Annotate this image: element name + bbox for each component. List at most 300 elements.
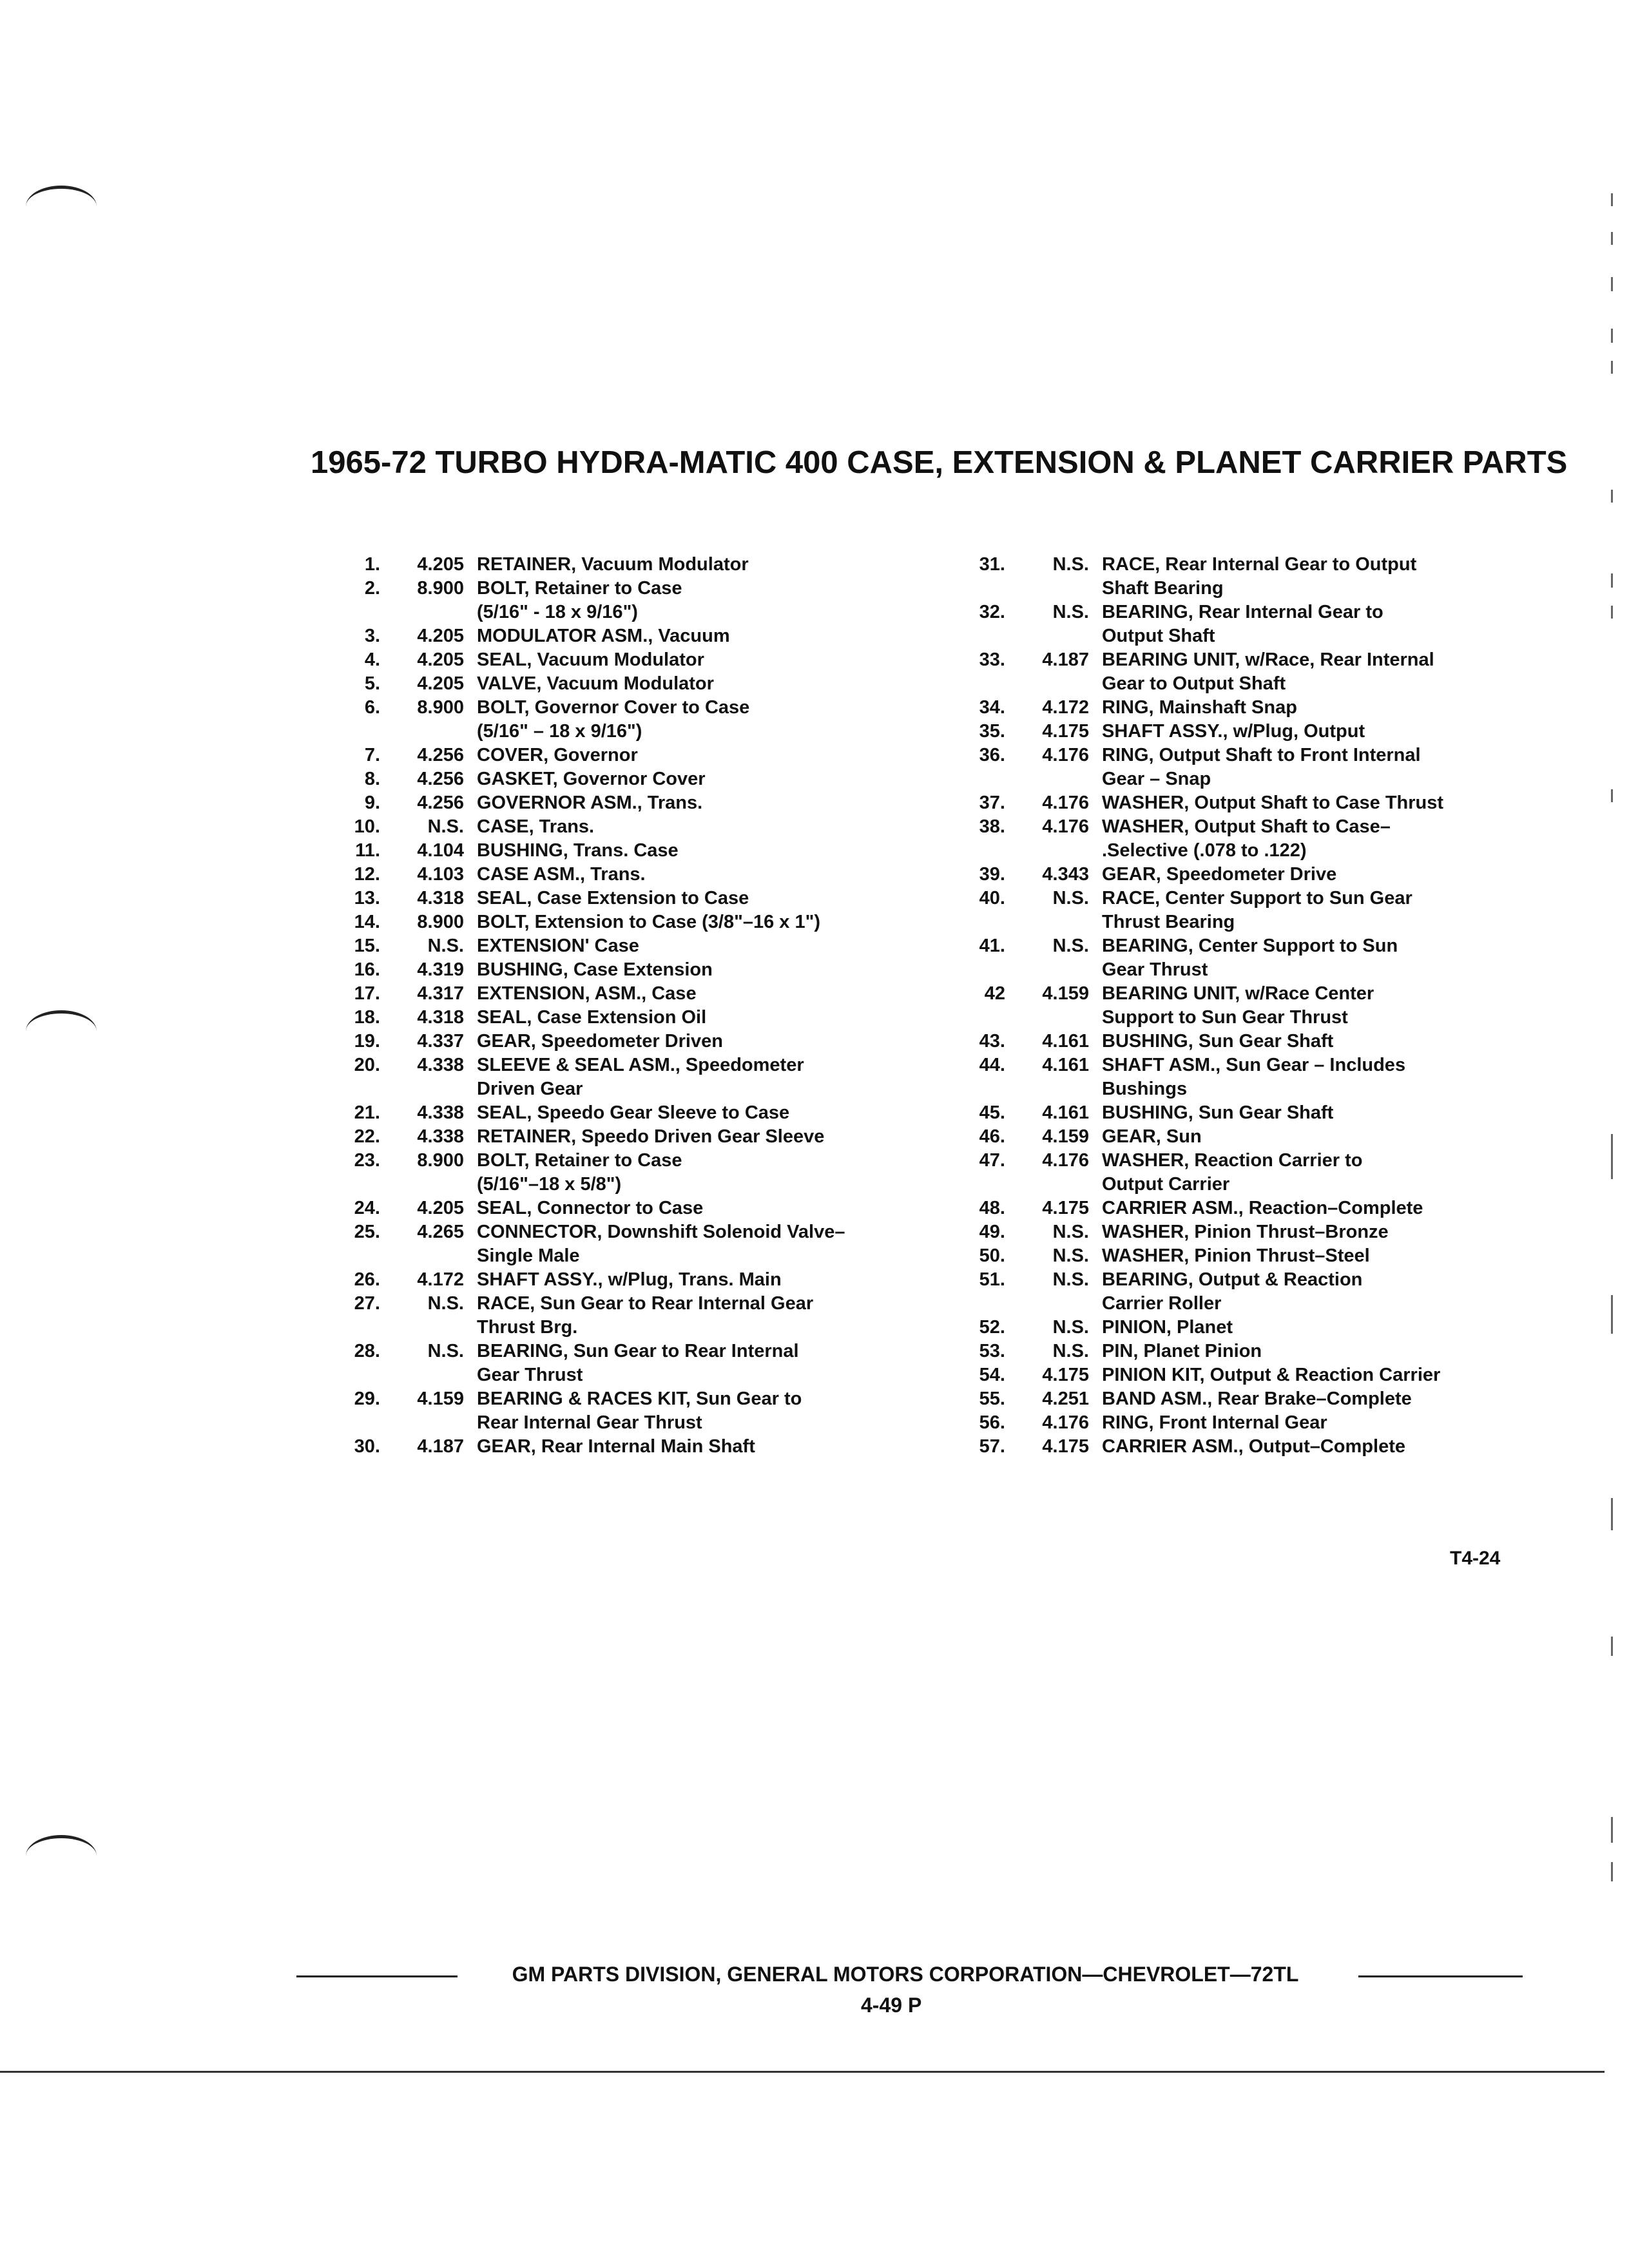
group-reference: 4.338 <box>417 1055 464 1075</box>
scan-tick <box>1611 1862 1613 1881</box>
part-number: 43. <box>979 1031 1005 1052</box>
part-row <box>928 1363 1572 1387</box>
part-row <box>303 744 947 767</box>
indent <box>928 767 1102 791</box>
part-row <box>303 887 947 910</box>
part-description: PINION, Planet <box>1102 1317 1233 1338</box>
part-number: 16. <box>354 959 380 980</box>
part-description: MODULATOR ASM., Vacuum <box>477 626 730 646</box>
part-row <box>928 863 1572 887</box>
part-description-line: Carrier Roller <box>1102 1293 1222 1314</box>
part-number: 51. <box>979 1269 1005 1290</box>
part-description-continued <box>303 1077 947 1101</box>
part-number: 54. <box>979 1365 1005 1385</box>
part-description: BOLT, Retainer to Case <box>477 1150 682 1171</box>
part-row <box>928 791 1572 815</box>
part-row <box>303 1030 947 1053</box>
part-row <box>303 1053 947 1077</box>
group-reference: N.S. <box>1052 602 1089 622</box>
group-reference: 4.265 <box>417 1222 464 1242</box>
part-description-continued <box>928 958 1572 982</box>
part-description: BOLT, Retainer to Case <box>477 578 682 599</box>
indent <box>928 624 1102 648</box>
part-number: 33. <box>979 649 1005 670</box>
part-row <box>303 839 947 863</box>
part-number: 36. <box>979 745 1005 765</box>
scan-tick <box>1611 1637 1613 1656</box>
part-row <box>303 577 947 601</box>
part-description: SEAL, Speedo Gear Sleeve to Case <box>477 1102 790 1123</box>
part-description-line: .Selective (.078 to .122) <box>1102 840 1307 861</box>
part-description: RACE, Center Support to Sun Gear <box>1102 888 1412 908</box>
part-number: 34. <box>979 697 1005 718</box>
page-number: 4-49 P <box>861 1994 922 2017</box>
section-code: T4-24 <box>1450 1548 1501 1569</box>
part-row <box>928 1149 1572 1173</box>
part-row <box>303 1006 947 1030</box>
part-description: SHAFT ASSY., w/Plug, Trans. Main <box>477 1269 782 1290</box>
part-description: BEARING UNIT, w/Race Center <box>1102 983 1374 1004</box>
group-reference: N.S. <box>427 1293 464 1314</box>
binder-hole-mark <box>26 1010 97 1052</box>
part-row <box>303 982 947 1006</box>
part-description: WASHER, Output Shaft to Case– <box>1102 816 1391 837</box>
part-row <box>303 648 947 672</box>
part-description: BEARING, Rear Internal Gear to <box>1102 602 1383 622</box>
group-reference: 4.161 <box>1042 1031 1089 1052</box>
part-description-continued <box>928 672 1572 696</box>
indent <box>928 1292 1102 1316</box>
group-reference: 4.159 <box>417 1389 464 1409</box>
part-description-continued <box>303 1244 947 1268</box>
part-description-line: Output Carrier <box>1102 1174 1230 1195</box>
group-reference: 4.175 <box>1042 1198 1089 1218</box>
part-description: SEAL, Vacuum Modulator <box>477 649 704 670</box>
part-number: 11. <box>355 840 380 861</box>
part-description: BEARING, Output & Reaction <box>1102 1269 1363 1290</box>
group-reference: 4.175 <box>1042 1436 1089 1457</box>
group-reference: 4.159 <box>1042 1126 1089 1147</box>
group-reference: 8.900 <box>417 912 464 932</box>
part-description: RETAINER, Speedo Driven Gear Sleeve <box>477 1126 825 1147</box>
scan-tick <box>1611 490 1613 503</box>
scan-tick <box>1611 1295 1613 1334</box>
part-row <box>303 1101 947 1125</box>
part-row <box>303 815 947 839</box>
part-description: RING, Front Internal Gear <box>1102 1412 1327 1433</box>
part-description: RING, Output Shaft to Front Internal <box>1102 745 1421 765</box>
part-number: 19. <box>354 1031 380 1052</box>
part-row <box>928 1196 1572 1220</box>
part-number: 44. <box>979 1055 1005 1075</box>
part-number: 39. <box>979 864 1005 885</box>
part-row <box>928 601 1572 624</box>
part-number: 55. <box>979 1389 1005 1409</box>
part-description: GASKET, Governor Cover <box>477 769 706 789</box>
part-row <box>303 910 947 934</box>
part-description: WASHER, Pinion Thrust–Steel <box>1102 1245 1370 1266</box>
part-row <box>928 648 1572 672</box>
part-number: 5. <box>364 673 380 694</box>
part-row <box>303 553 947 577</box>
group-reference: N.S. <box>1052 1222 1089 1242</box>
part-number: 49. <box>979 1222 1005 1242</box>
part-description-continued <box>928 1006 1572 1030</box>
part-description: CARRIER ASM., Reaction–Complete <box>1102 1198 1423 1218</box>
part-row <box>303 672 947 696</box>
part-row <box>303 1340 947 1363</box>
indent <box>928 577 1102 601</box>
group-reference: 4.187 <box>417 1436 464 1457</box>
group-reference: 4.318 <box>417 888 464 908</box>
part-description: PINION KIT, Output & Reaction Carrier <box>1102 1365 1441 1385</box>
part-row <box>928 982 1572 1006</box>
group-reference: 4.256 <box>417 793 464 813</box>
group-reference: N.S. <box>1052 1317 1089 1338</box>
part-number: 26. <box>354 1269 380 1290</box>
part-row <box>928 1053 1572 1077</box>
group-reference: 4.256 <box>417 745 464 765</box>
part-description: GEAR, Speedometer Driven <box>477 1031 723 1052</box>
part-description: BEARING, Sun Gear to Rear Internal <box>477 1341 799 1361</box>
indent <box>303 1411 477 1435</box>
part-number: 25. <box>354 1222 380 1242</box>
part-number: 24. <box>354 1198 380 1218</box>
part-description: CONNECTOR, Downshift Solenoid Valve– <box>477 1222 845 1242</box>
part-description-line: Gear Thrust <box>477 1365 583 1385</box>
part-description-line: (5/16" – 18 x 9/16") <box>477 721 642 742</box>
part-description: BOLT, Governor Cover to Case <box>477 697 750 718</box>
group-reference: 4.205 <box>417 649 464 670</box>
group-reference: 4.319 <box>417 959 464 980</box>
group-reference: N.S. <box>1052 1269 1089 1290</box>
part-row <box>928 1316 1572 1340</box>
binder-hole-mark <box>26 186 97 227</box>
part-row <box>303 1435 947 1459</box>
part-row <box>928 1220 1572 1244</box>
group-reference: 4.159 <box>1042 983 1089 1004</box>
part-row <box>928 887 1572 910</box>
part-number: 2. <box>364 578 380 599</box>
part-row <box>303 1387 947 1411</box>
part-number: 7. <box>364 745 380 765</box>
indent <box>303 1173 477 1196</box>
part-description: BUSHING, Sun Gear Shaft <box>1102 1102 1334 1123</box>
part-description: BEARING & RACES KIT, Sun Gear to <box>477 1389 802 1409</box>
part-number: 45. <box>979 1102 1005 1123</box>
part-description-continued <box>928 624 1572 648</box>
part-number: 23. <box>354 1150 380 1171</box>
part-description: CASE, Trans. <box>477 816 595 837</box>
part-row <box>303 863 947 887</box>
bottom-rule <box>0 2071 1605 2073</box>
part-number: 38. <box>979 816 1005 837</box>
part-row <box>303 1268 947 1292</box>
binder-hole-mark <box>26 1835 97 1877</box>
part-description: SEAL, Connector to Case <box>477 1198 704 1218</box>
part-description-line: (5/16" - 18 x 9/16") <box>477 602 638 622</box>
part-number: 6. <box>364 697 380 718</box>
part-number: 47. <box>979 1150 1005 1171</box>
indent <box>928 958 1102 982</box>
part-number: 21. <box>354 1102 380 1123</box>
indent <box>928 672 1102 696</box>
part-row <box>303 1196 947 1220</box>
indent <box>928 839 1102 863</box>
group-reference: 4.205 <box>417 626 464 646</box>
indent <box>928 1006 1102 1030</box>
part-row <box>928 1387 1572 1411</box>
part-number: 20. <box>354 1055 380 1075</box>
group-reference: N.S. <box>1052 554 1089 575</box>
group-reference: N.S. <box>427 936 464 956</box>
indent <box>303 720 477 744</box>
part-description: BUSHING, Case Extension <box>477 959 713 980</box>
indent <box>928 1173 1102 1196</box>
part-description-line: Gear to Output Shaft <box>1102 673 1286 694</box>
indent <box>303 1077 477 1101</box>
part-description: BOLT, Extension to Case (3/8"–16 x 1") <box>477 912 821 932</box>
scan-tick <box>1611 573 1613 588</box>
part-description-continued <box>928 839 1572 863</box>
part-row <box>303 696 947 720</box>
part-row <box>303 934 947 958</box>
part-number: 29. <box>354 1389 380 1409</box>
scan-tick <box>1611 606 1613 619</box>
part-row <box>303 958 947 982</box>
part-row <box>928 1340 1572 1363</box>
part-number: 52. <box>979 1317 1005 1338</box>
part-number: 8. <box>364 769 380 789</box>
group-reference: 4.172 <box>1042 697 1089 718</box>
group-reference: 4.103 <box>417 864 464 885</box>
part-row <box>928 744 1572 767</box>
indent <box>303 1316 477 1340</box>
part-description: PIN, Planet Pinion <box>1102 1341 1262 1361</box>
part-description: BUSHING, Sun Gear Shaft <box>1102 1031 1334 1052</box>
part-description-line: Driven Gear <box>477 1079 583 1099</box>
group-reference: 4.337 <box>417 1031 464 1052</box>
group-reference: 8.900 <box>417 697 464 718</box>
part-number: 31. <box>979 554 1005 575</box>
part-description: WASHER, Reaction Carrier to <box>1102 1150 1363 1171</box>
part-number: 10. <box>354 816 380 837</box>
group-reference: 4.175 <box>1042 721 1089 742</box>
group-reference: N.S. <box>1052 1341 1089 1361</box>
group-reference: 4.176 <box>1042 1412 1089 1433</box>
part-row <box>928 1030 1572 1053</box>
group-reference: 4.176 <box>1042 745 1089 765</box>
part-description: CASE ASM., Trans. <box>477 864 646 885</box>
group-reference: 4.104 <box>417 840 464 861</box>
part-row <box>303 791 947 815</box>
part-description-continued <box>928 1173 1572 1196</box>
part-number: 57. <box>979 1436 1005 1457</box>
group-reference: 4.251 <box>1042 1389 1089 1409</box>
part-description-line: Shaft Bearing <box>1102 578 1224 599</box>
part-number: 56. <box>979 1412 1005 1433</box>
part-description-continued <box>303 720 947 744</box>
indent <box>928 1077 1102 1101</box>
part-row <box>303 1292 947 1316</box>
group-reference: 4.338 <box>417 1102 464 1123</box>
group-reference: 4.161 <box>1042 1055 1089 1075</box>
group-reference: 4.176 <box>1042 816 1089 837</box>
part-row <box>928 1268 1572 1292</box>
part-number: 46. <box>979 1126 1005 1147</box>
part-row <box>928 815 1572 839</box>
scan-tick <box>1611 193 1613 206</box>
part-row <box>928 720 1572 744</box>
group-reference: 4.176 <box>1042 793 1089 813</box>
part-description: GEAR, Sun <box>1102 1126 1202 1147</box>
indent <box>303 1244 477 1268</box>
part-description: WASHER, Pinion Thrust–Bronze <box>1102 1222 1389 1242</box>
part-description: BUSHING, Trans. Case <box>477 840 679 861</box>
part-description-continued <box>928 910 1572 934</box>
part-description-continued <box>928 1292 1572 1316</box>
part-description-continued <box>303 1316 947 1340</box>
part-number: 9. <box>364 793 380 813</box>
group-reference: 4.205 <box>417 554 464 575</box>
part-description-continued <box>303 1363 947 1387</box>
scan-tick <box>1611 1134 1613 1179</box>
part-description-continued <box>928 767 1572 791</box>
part-number: 15. <box>354 936 380 956</box>
part-description-line: (5/16"–18 x 5/8") <box>477 1174 622 1195</box>
part-description: CARRIER ASM., Output–Complete <box>1102 1436 1405 1457</box>
part-description: EXTENSION, ASM., Case <box>477 983 697 1004</box>
indent <box>303 1363 477 1387</box>
part-number: 42 <box>984 983 1005 1004</box>
part-description: BAND ASM., Rear Brake–Complete <box>1102 1389 1412 1409</box>
part-number: 27. <box>354 1293 380 1314</box>
group-reference: 4.343 <box>1042 864 1089 885</box>
part-description: GOVERNOR ASM., Trans. <box>477 793 703 813</box>
part-number: 17. <box>354 983 380 1004</box>
part-row <box>303 1149 947 1173</box>
scan-tick <box>1611 1498 1613 1530</box>
footer-rule-right <box>1358 1975 1523 1977</box>
part-description: SEAL, Case Extension to Case <box>477 888 749 908</box>
indent <box>928 910 1102 934</box>
part-description: EXTENSION' Case <box>477 936 639 956</box>
group-reference: 8.900 <box>417 578 464 599</box>
part-description: SHAFT ASSY., w/Plug, Output <box>1102 721 1365 742</box>
part-number: 48. <box>979 1198 1005 1218</box>
part-row <box>928 1125 1572 1149</box>
part-description-line: Output Shaft <box>1102 626 1215 646</box>
part-description: RACE, Sun Gear to Rear Internal Gear <box>477 1293 814 1314</box>
group-reference: 4.317 <box>417 983 464 1004</box>
part-description: WASHER, Output Shaft to Case Thrust <box>1102 793 1444 813</box>
group-reference: 4.175 <box>1042 1365 1089 1385</box>
part-description: SLEEVE & SEAL ASM., Speedometer <box>477 1055 804 1075</box>
part-description: SHAFT ASM., Sun Gear – Includes <box>1102 1055 1406 1075</box>
part-description: BEARING, Center Support to Sun <box>1102 936 1398 956</box>
group-reference: N.S. <box>1052 1245 1089 1266</box>
part-description: COVER, Governor <box>477 745 638 765</box>
group-reference: 4.256 <box>417 769 464 789</box>
part-row <box>928 1411 1572 1435</box>
part-number: 32. <box>979 602 1005 622</box>
parts-list-right <box>928 553 1572 1459</box>
part-description-continued <box>303 1173 947 1196</box>
part-number: 14. <box>354 912 380 932</box>
group-reference: 4.187 <box>1042 649 1089 670</box>
part-description: VALVE, Vacuum Modulator <box>477 673 714 694</box>
group-reference: 4.205 <box>417 1198 464 1218</box>
part-number: 13. <box>354 888 380 908</box>
part-number: 53. <box>979 1341 1005 1361</box>
part-number: 30. <box>354 1436 380 1457</box>
part-description: RACE, Rear Internal Gear to Output <box>1102 554 1417 575</box>
group-reference: 4.161 <box>1042 1102 1089 1123</box>
part-row <box>303 624 947 648</box>
scan-tick <box>1611 232 1613 245</box>
part-description: RETAINER, Vacuum Modulator <box>477 554 749 575</box>
parts-list-left <box>303 553 947 1459</box>
part-number: 4. <box>364 649 380 670</box>
part-row <box>303 1125 947 1149</box>
group-reference: N.S. <box>1052 936 1089 956</box>
part-description: RING, Mainshaft Snap <box>1102 697 1297 718</box>
part-row <box>928 1101 1572 1125</box>
scan-tick <box>1611 277 1613 291</box>
part-number: 28. <box>354 1341 380 1361</box>
group-reference: 4.338 <box>417 1126 464 1147</box>
part-description-line: Rear Internal Gear Thrust <box>477 1412 702 1433</box>
part-row <box>303 1220 947 1244</box>
part-description: SEAL, Case Extension Oil <box>477 1007 707 1028</box>
footer-rule-left <box>296 1975 458 1977</box>
part-row <box>928 1244 1572 1268</box>
part-description-line: Bushings <box>1102 1079 1188 1099</box>
group-reference: N.S. <box>1052 888 1089 908</box>
part-description-continued <box>928 577 1572 601</box>
part-description: GEAR, Rear Internal Main Shaft <box>477 1436 755 1457</box>
part-description-continued <box>303 601 947 624</box>
group-reference: 8.900 <box>417 1150 464 1171</box>
group-reference: 4.318 <box>417 1007 464 1028</box>
part-row <box>928 553 1572 577</box>
part-description-line: Thrust Bearing <box>1102 912 1235 932</box>
part-number: 50. <box>979 1245 1005 1266</box>
part-number: 35. <box>979 721 1005 742</box>
indent <box>303 601 477 624</box>
part-row <box>303 767 947 791</box>
part-description-line: Support to Sun Gear Thrust <box>1102 1007 1348 1028</box>
part-description-line: Single Male <box>477 1245 580 1266</box>
scan-tick <box>1611 361 1613 374</box>
scan-tick <box>1611 329 1613 343</box>
part-number: 40. <box>979 888 1005 908</box>
page-title: 1965-72 TURBO HYDRA-MATIC 400 CASE, EXTENSION & PLANET CARRIER PARTS <box>311 445 1568 480</box>
part-number: 1. <box>364 554 380 575</box>
group-reference: 4.176 <box>1042 1150 1089 1171</box>
part-row <box>928 1435 1572 1459</box>
scan-tick <box>1611 1817 1613 1843</box>
scan-tick <box>1611 789 1613 802</box>
part-number: 37. <box>979 793 1005 813</box>
part-description-continued <box>303 1411 947 1435</box>
group-reference: 4.205 <box>417 673 464 694</box>
group-reference: N.S. <box>427 816 464 837</box>
part-row <box>928 696 1572 720</box>
part-row <box>928 934 1572 958</box>
part-number: 12. <box>354 864 380 885</box>
part-description-continued <box>928 1077 1572 1101</box>
